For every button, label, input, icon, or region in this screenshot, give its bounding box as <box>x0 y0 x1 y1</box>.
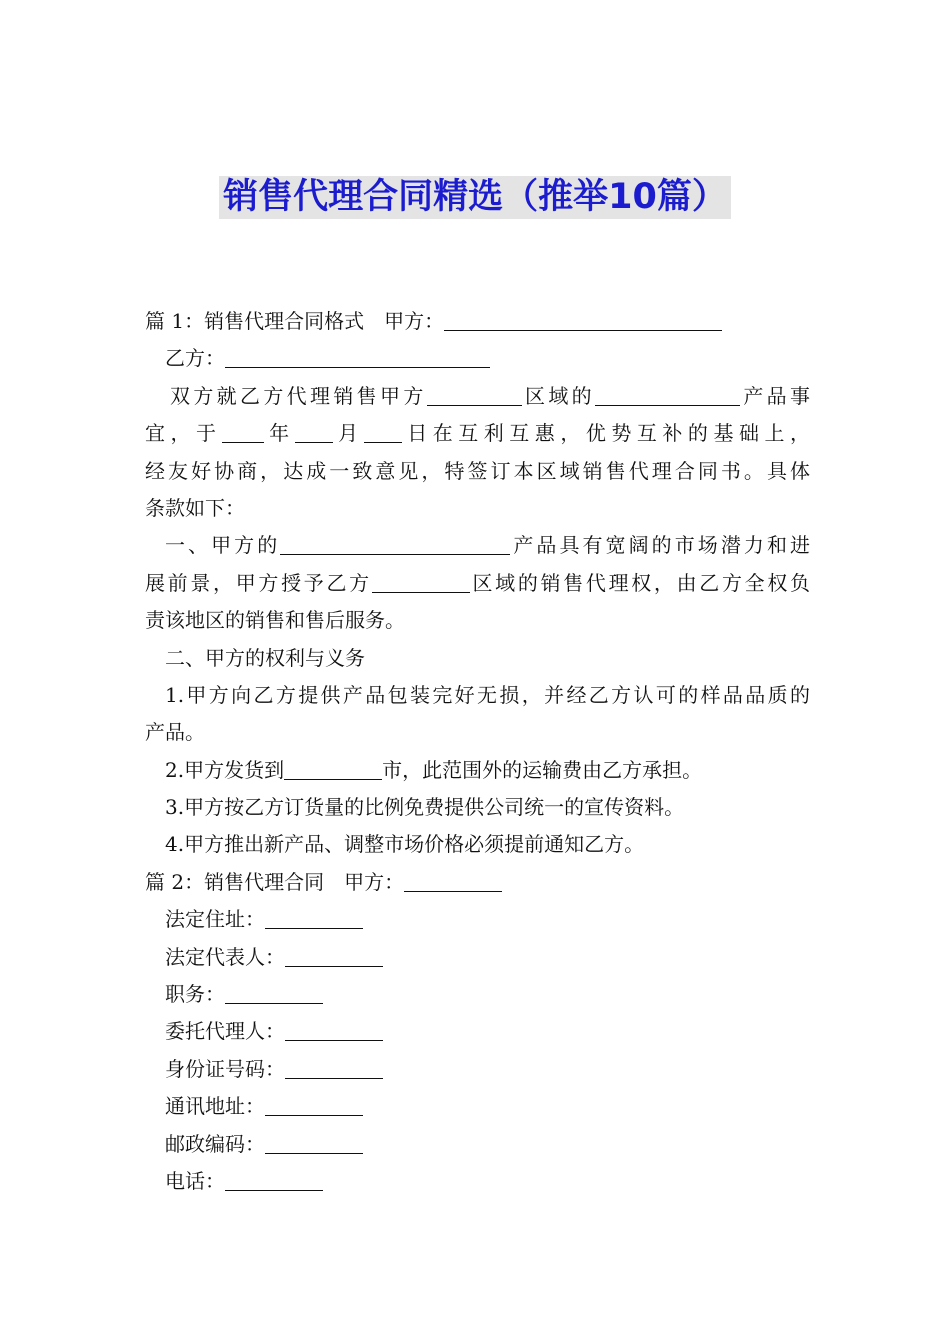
line-text: 年 <box>263 421 295 446</box>
line-text: 1.甲方向乙方提供产品包装完好无损，并经乙方认可的样品品质的 <box>165 682 810 707</box>
line-text: 市，此范围外的运输费由乙方承担。 <box>382 757 703 782</box>
fill-in-blank <box>372 570 470 593</box>
text-line <box>145 640 810 677</box>
line-text: 乙方： <box>165 346 225 371</box>
fill-in-blank <box>404 869 502 892</box>
text-line <box>145 490 810 527</box>
text-line <box>145 602 810 639</box>
line-text: 身份证号码： <box>165 1056 285 1081</box>
text-line <box>145 453 810 490</box>
line-text: 篇 2：销售代理合同 甲方： <box>145 869 405 894</box>
line-text: 产品。 <box>145 720 205 745</box>
fill-in-blank <box>265 906 363 929</box>
line-text: 3.甲方按乙方订货量的比例免费提供公司统一的宣传资料。 <box>165 795 685 820</box>
line-text: 二、甲方的权利与义务 <box>165 645 365 670</box>
text-line <box>145 378 810 415</box>
text-line <box>145 752 810 789</box>
text-line <box>145 1163 810 1200</box>
fill-in-blank <box>427 383 522 406</box>
fill-in-blank <box>225 1168 323 1191</box>
line-text: 宜，于 <box>145 421 222 446</box>
line-text: 责该地区的销售和售后服务。 <box>145 608 405 633</box>
text-line <box>145 901 810 938</box>
line-text: 电话： <box>165 1168 225 1193</box>
line-text: 月 <box>332 421 364 446</box>
text-line <box>145 976 810 1013</box>
text-line <box>145 415 810 452</box>
line-text: 法定住址： <box>165 907 265 932</box>
line-text: 一、甲方的 <box>165 533 281 558</box>
fill-in-blank <box>444 308 722 331</box>
line-text: 2.甲方发货到 <box>165 757 285 782</box>
line-text: 委托代理人： <box>165 1019 285 1044</box>
line-text: 产品事 <box>740 383 811 408</box>
fill-in-blank <box>364 420 402 443</box>
line-text: 职务： <box>165 982 225 1007</box>
line-text: 区域的 <box>521 383 596 408</box>
fill-in-blank <box>284 757 382 780</box>
text-line <box>145 1013 810 1050</box>
fill-in-blank <box>285 1056 383 1079</box>
fill-in-blank <box>265 1093 363 1116</box>
document-body <box>145 303 810 1200</box>
fill-in-blank <box>595 383 740 406</box>
line-text: 条款如下： <box>145 495 245 520</box>
line-text: 法定代表人： <box>165 944 285 969</box>
text-line <box>145 565 810 602</box>
text-line <box>145 340 810 377</box>
text-line <box>145 714 810 751</box>
text-line <box>145 1088 810 1125</box>
text-line <box>145 527 810 564</box>
line-text: 日在互利互惠，优势互补的基础上， <box>401 421 811 446</box>
line-text: 产品具有宽阔的市场潜力和进 <box>510 533 811 558</box>
text-line <box>145 939 810 976</box>
document-title-wrap <box>0 176 950 219</box>
line-text: 经友好协商，达成一致意见，特签订本区域销售代理合同书。具体 <box>145 458 810 483</box>
line-text: 篇 1：销售代理合同格式 甲方： <box>145 309 445 333</box>
document-title: 销售代理合同精选（推举10篇） <box>219 176 731 219</box>
line-text: 区域的销售代理权，由乙方全权负 <box>469 570 811 595</box>
line-text: 双方就乙方代理销售甲方 <box>170 383 427 408</box>
text-line <box>145 864 810 901</box>
line-text: 邮政编码： <box>165 1131 265 1156</box>
line-text: 4.甲方推出新产品、调整市场价格必须提前通知乙方。 <box>165 832 645 857</box>
text-line <box>145 789 810 826</box>
text-line <box>145 677 810 714</box>
fill-in-blank <box>295 420 333 443</box>
text-line <box>145 826 810 863</box>
fill-in-blank <box>265 1131 363 1154</box>
line-text: 展前景，甲方授予乙方 <box>145 570 372 595</box>
fill-in-blank <box>285 944 383 967</box>
fill-in-blank <box>280 532 510 555</box>
text-line <box>145 303 810 340</box>
line-text: 通讯地址： <box>165 1094 265 1119</box>
text-line <box>145 1126 810 1163</box>
fill-in-blank <box>285 1018 383 1041</box>
fill-in-blank <box>222 420 264 443</box>
fill-in-blank <box>225 981 323 1004</box>
fill-in-blank <box>225 345 490 368</box>
text-line <box>145 1051 810 1088</box>
